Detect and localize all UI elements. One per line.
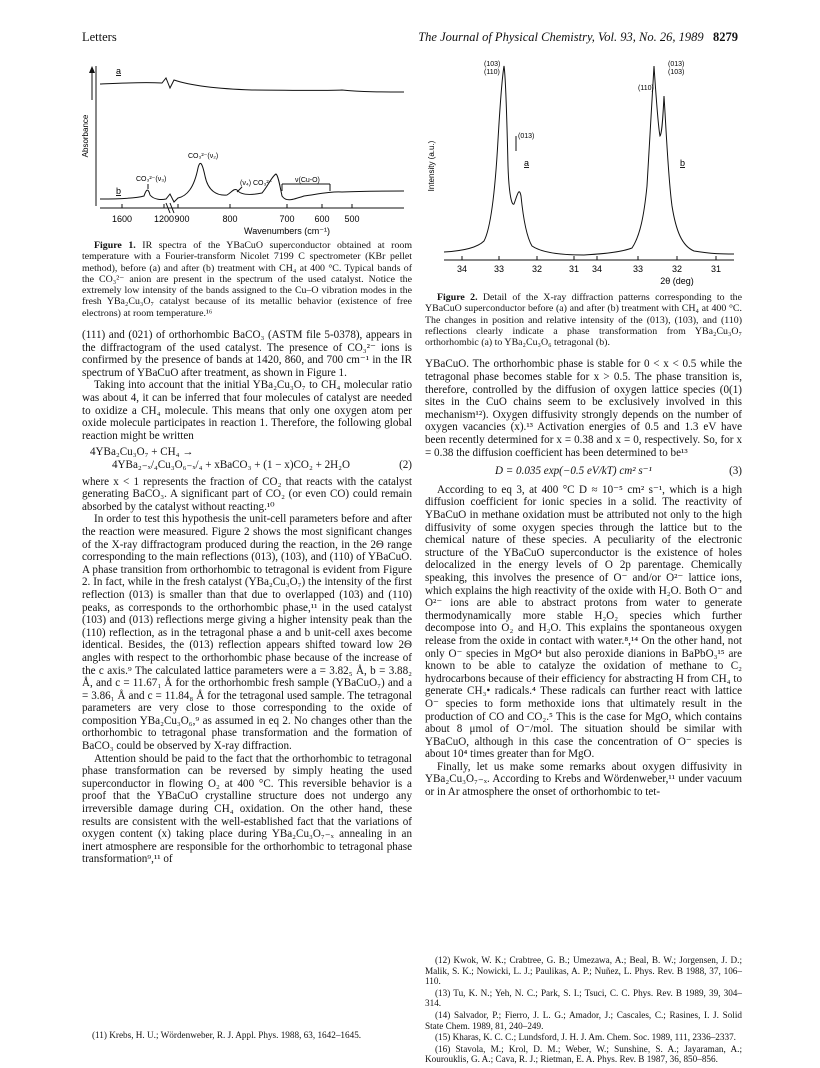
figure-1-caption-label: Figure 1. bbox=[94, 240, 136, 251]
x-axis-label: 2θ (deg) bbox=[660, 276, 694, 286]
band-co3-v2-label: CO₃²⁻(ν₂) bbox=[188, 153, 219, 160]
equation-3-text: D = 0.035 exp(−0.5 eV/kT) cm² s⁻¹ bbox=[495, 465, 652, 478]
reference-14: (14) Salvador, P.; Fierro, J. L. G.; Amador, J.; Cascales, C.; Rasines, I. J. Solid State Chem. 1989, 81, 240–249. bbox=[425, 1009, 742, 1031]
right-column bbox=[425, 292, 742, 799]
x-tick-800: 800 bbox=[222, 214, 238, 224]
left-footnote bbox=[82, 1030, 412, 1042]
reference-13: (13) Tu, K. N.; Yeh, N. C.; Park, S. I.; Tsuci, C. C. Phys. Rev. B 1989, 39, 304–314. bbox=[425, 987, 742, 1009]
equation-2-line-1: 4YBa₂Cu₃O₇ + CH₄ → bbox=[90, 446, 194, 459]
equation-2 bbox=[82, 446, 412, 471]
y-axis-label: Intensity (a.u.) bbox=[427, 140, 436, 192]
x-tick-500: 500 bbox=[344, 214, 360, 224]
left-paragraph-4: In order to test this hypothesis the unit-cell parameters before and after the reaction were measured. Figure 2 shows the most significant changes of the X-ray diffractogram produced during the reaction, in the 2Θ range corresponding to the main reflections (013), (103), and (110) of YBaCuO. A phase transition from orthorhombic to tetragonal is evident from Figure 2. In fact, while in the fresh catalyst (YBa₂Cu₃O₇) the intensity of the first reflection (013) is smaller than that due to overlapped (103) and (110) peaks, as corresponds to the orthorhombic phase,¹¹ in the used catalyst (103) and (013) reflections merge giving a higher intensity peak than the (110) reflection, as in the tetragonal phase a and b unit-cell axes become identical. Besides, the (013) reflection appears shifted toward low 2Θ angles with respect to the orthorhombic phase because of the increase of the c axis.⁹ The calculated lattice parameters were a = 3.82₅ Å, b = 3.88₂ Å, and c = 11.67₁ Å for the orthorhombic fresh sample (YBaCuO₇) and a = 3.86₁ Å and c = 11.84₈ Å for the tetragonal used sample. The tetragonal parameters are very close to those corresponding to the oxide of composition YBa₂Cu₃O₆,⁹ as assumed in eq 2. No changes other than the orthorhombic to tetragonal phase transformation and the formation of BaCO₃ could be observed by X-ray diffraction. bbox=[82, 513, 412, 753]
x-tick-700: 700 bbox=[279, 214, 295, 224]
equation-2-line-2-row bbox=[82, 459, 412, 472]
peak-b-103-label: (103) bbox=[668, 69, 685, 76]
peak-a-013-label: (013) bbox=[518, 133, 535, 140]
reference-16: (16) Stavola, M.; Krol, D. M.; Weber, W.; Sunshine, S. A.; Jayaraman, A.; Kourouklis, G. A.; Cava, R. J.; Rietman, E. A. Phys. Rev. B 1987, 36, 850–856. bbox=[425, 1043, 742, 1065]
trace-a-label: a bbox=[524, 158, 530, 168]
peak-a-110-label: (110) bbox=[484, 69, 500, 76]
x-axis-label: Wavenumbers (cm⁻¹) bbox=[244, 226, 330, 236]
x-tick-a-33: 33 bbox=[493, 264, 505, 274]
x-tick-1200: 1200 bbox=[153, 214, 175, 224]
trace-b-label: b bbox=[680, 158, 686, 168]
x-tick-b-32: 32 bbox=[671, 264, 683, 274]
x-tick-b-34: 34 bbox=[591, 264, 603, 274]
equation-3-number: (3) bbox=[729, 465, 742, 478]
equation-3 bbox=[425, 465, 742, 478]
x-tick-b-31: 31 bbox=[710, 264, 722, 274]
page-number: 8279 bbox=[713, 30, 738, 44]
left-paragraph-2: Taking into account that the initial YBa₂Cu₃O₇ to CH₄ molecular ratio was about 4, it can be inferred that four molecules of catalyst are needed to oxidize a CH₄ molecule. This means that only one oxygen atom per oxide molecule participates in reaction 1. Therefore, the following global reaction might be written bbox=[82, 379, 412, 442]
figure-2-xrd-patterns bbox=[422, 56, 742, 288]
band-co3-v3-label: CO₃²⁻(ν₃) bbox=[136, 176, 167, 183]
trace-a-label: a bbox=[116, 66, 122, 76]
ir-trace-a bbox=[100, 78, 404, 92]
figure-2-caption bbox=[425, 292, 742, 348]
right-paragraph-2: According to eq 3, at 400 °C D ≈ 10⁻⁵ cm² s⁻¹, which is a high diffusion coefficient for ionic species in a solid. The reactivity of YBaCuO in methane oxidation must be attributed not only to the high diffusivity of some oxygen species through the lattice but to the chemical nature of these species. A peculiarity of the electronic structure of the YBaCuO superconductor is the existence of holes delocalized in the energy levels of O 2p parentage. Chemically speaking, this involves the presence of O⁻ and/or O²⁻ lattice ions, which explains the high reactivity of the oxide with H₂O. Both O⁻ and O²⁻ ions are able to abstract protons from water to generate thermodynamically more stable H₂O₂ species which further decompose into O₂ and H₂O. This explains the spontaneous oxygen release from the oxide in contact with water.⁸,¹⁴ On the other hand, not only O⁻ species in MgO⁴ but also peroxide dianions in BaPbO₃¹⁵ are known to be able to catalyze the oxidation of methane to C₂ hydrocarbons because of their efficiency for abstracting H from CH₄ to generate CH₃• radicals.⁴ These radicals can further react with lattice O⁻ species to form methoxide ions that ultimately result in the production of CO and CO₂.⁵ This is the case for MgO, which contains about 8 μmol of O⁻/mol. The situation should be similar with YBaCuO, although in this case the concentration of O⁻ species is about 10⁴ times greater than for MgO. bbox=[425, 483, 742, 761]
band-vcuo-label: ν(Cu-O) bbox=[295, 177, 320, 184]
x-tick-a-34: 34 bbox=[456, 264, 468, 274]
left-paragraph-3: where x < 1 represents the fraction of CO₂ that reacts with the catalyst generating BaCO₃. A significant part of CO₂ (or even CO) could remain absorbed by the catalyst without reacting.¹⁰ bbox=[82, 475, 412, 513]
left-paragraph-5: Attention should be paid to the fact that the orthorhombic to tetragonal phase transformation can be reversed by simply heating the used superconductor in flowing O₂ at 400 °C. This reversible behavior is a proof that the YBaCuO crystalline structure does not undergo any irreversible damage during CH₄ oxidation. On the other hand, these results are consistent with the well-established fact that the variations of oxygen content (x) taking place during YBa₂Cu₃O₇₋ₓ annealing in an inert atmosphere are responsible for the orthorhombic to tetragonal phase transformation⁹,¹¹ of bbox=[82, 752, 412, 866]
right-footnotes bbox=[425, 955, 742, 1066]
running-header bbox=[82, 30, 738, 46]
right-paragraph-1: YBaCuO. The orthorhombic phase is stable for 0 < x < 0.5 while the tetragonal phase becomes stable for x > 0.5. The phase transition is, therefore, controlled by the diffusion of oxygen lattice species (0(1) sites in the CuO chains seem to be exclusively involved in this mechanism¹²). Oxygen diffusivity strongly depends on the number of oxygen vacancies (x).¹³ Activation energies of 0.5 and 1.3 eV have been recently determined for x = 0.38 and x = 0, respectively. So, for x = 0.38 the diffusion coefficient has been determined to be¹³ bbox=[425, 358, 742, 459]
journal-name: The Journal of Physical Chemistry, Vol. 93, No. 26, 1989 bbox=[418, 30, 704, 44]
figure-2-caption-label: Figure 2. bbox=[437, 292, 478, 303]
peak-b-013-label: (013) bbox=[668, 61, 685, 68]
peak-b-110-label: (110) bbox=[638, 85, 654, 92]
section-label: Letters bbox=[82, 30, 117, 44]
trace-b-label: b bbox=[116, 186, 122, 196]
xrd-trace-b bbox=[584, 66, 734, 255]
y-axis-label: Absorbance bbox=[81, 114, 90, 158]
figure-2-caption-text: Detail of the X-ray diffraction patterns corresponding to the YBaCuO superconductor before (a) and after (b) treatment with CH₄ at 400 °C. The changes in position and relative intensity of the (013), (103), and (110) reflections clearly indicate a phase transformation from YBa₂Cu₃O₇ orthorhombic (a) to YBa₂Cu₃O₆ tetragonal (b). bbox=[425, 292, 743, 349]
figure-1-ir-spectra bbox=[82, 56, 412, 238]
left-paragraph-1: (111) and (021) of orthorhombic BaCO₃ (ASTM file 5-0378), appears in the diffractogram of the used catalyst. The presence of CO₃²⁻ ions is confirmed by the presence of bands at 1420, 860, and 700 cm⁻¹ in the IR spectrum of YBaCuO after treatment, as shown in Figure 1. bbox=[82, 329, 412, 379]
right-paragraph-3: Finally, let us make some remarks about oxygen diffusivity in YBa₂Cu₃O₇₋ₓ. According to Krebs and Wördenweber,¹¹ under vacuum or in Ar atmosphere the onset of orthorhombic to tet- bbox=[425, 760, 742, 799]
reference-11: (11) Krebs, H. U.; Wördenweber, R. J. Appl. Phys. 1988, 63, 1642–1645. bbox=[92, 1030, 362, 1040]
equation-2-line-2: 4YBa₂₋ₓ/₄Cu₃O₆₋ₓ/₄ + xBaCO₃ + (1 − x)CO₂ + 2H₂O bbox=[112, 459, 351, 472]
peak-a-103-label: (103) bbox=[484, 61, 501, 68]
x-tick-b-33: 33 bbox=[632, 264, 644, 274]
x-tick-900: 900 bbox=[174, 214, 190, 224]
x-tick-a-32: 32 bbox=[531, 264, 543, 274]
left-column bbox=[82, 240, 412, 866]
equation-2-number: (2) bbox=[399, 459, 412, 472]
xrd-trace-a bbox=[444, 66, 584, 255]
figure-1-caption bbox=[82, 240, 412, 319]
journal-citation bbox=[418, 30, 738, 45]
reference-15: (15) Kharas, K. C. C.; Lundsford, J. H. J. Am. Chem. Soc. 1989, 111, 2336–2337. bbox=[435, 1032, 736, 1043]
figure-1-caption-text: IR spectra of the YBaCuO superconductor obtained at room temperature with a Fourier-transform Nicolet 7199 C spectrometer (KBr pellet method), before (a) and after (b) treatment with CH₄ at 400 °C. Typical bands of the CO₃²⁻ anion are present in the spectrum of the used catalyst. Notice the extremely low intensity of the bands assigned to the Cu–O vibration modes in the fresh YBa₂Cu₃O₇ catalyst because of its metallic behavior (existence of free electrons) at room temperature.¹⁶ bbox=[82, 240, 412, 319]
reference-12: (12) Kwok, W. K.; Crabtree, G. B.; Umezawa, A.; Beal, B. W.; Jorgensen, J. D.; Malik, S. K.; Nowicki, L. J.; Paulikas, A. P.; Nuñez, L. Phys. Rev. B 1988, 37, 106–110. bbox=[425, 955, 742, 987]
x-tick-1600: 1600 bbox=[111, 214, 133, 224]
x-tick-a-31: 31 bbox=[568, 264, 580, 274]
x-tick-600: 600 bbox=[314, 214, 330, 224]
band-v4-label: (ν₄) CO₃²⁻ bbox=[240, 180, 273, 187]
